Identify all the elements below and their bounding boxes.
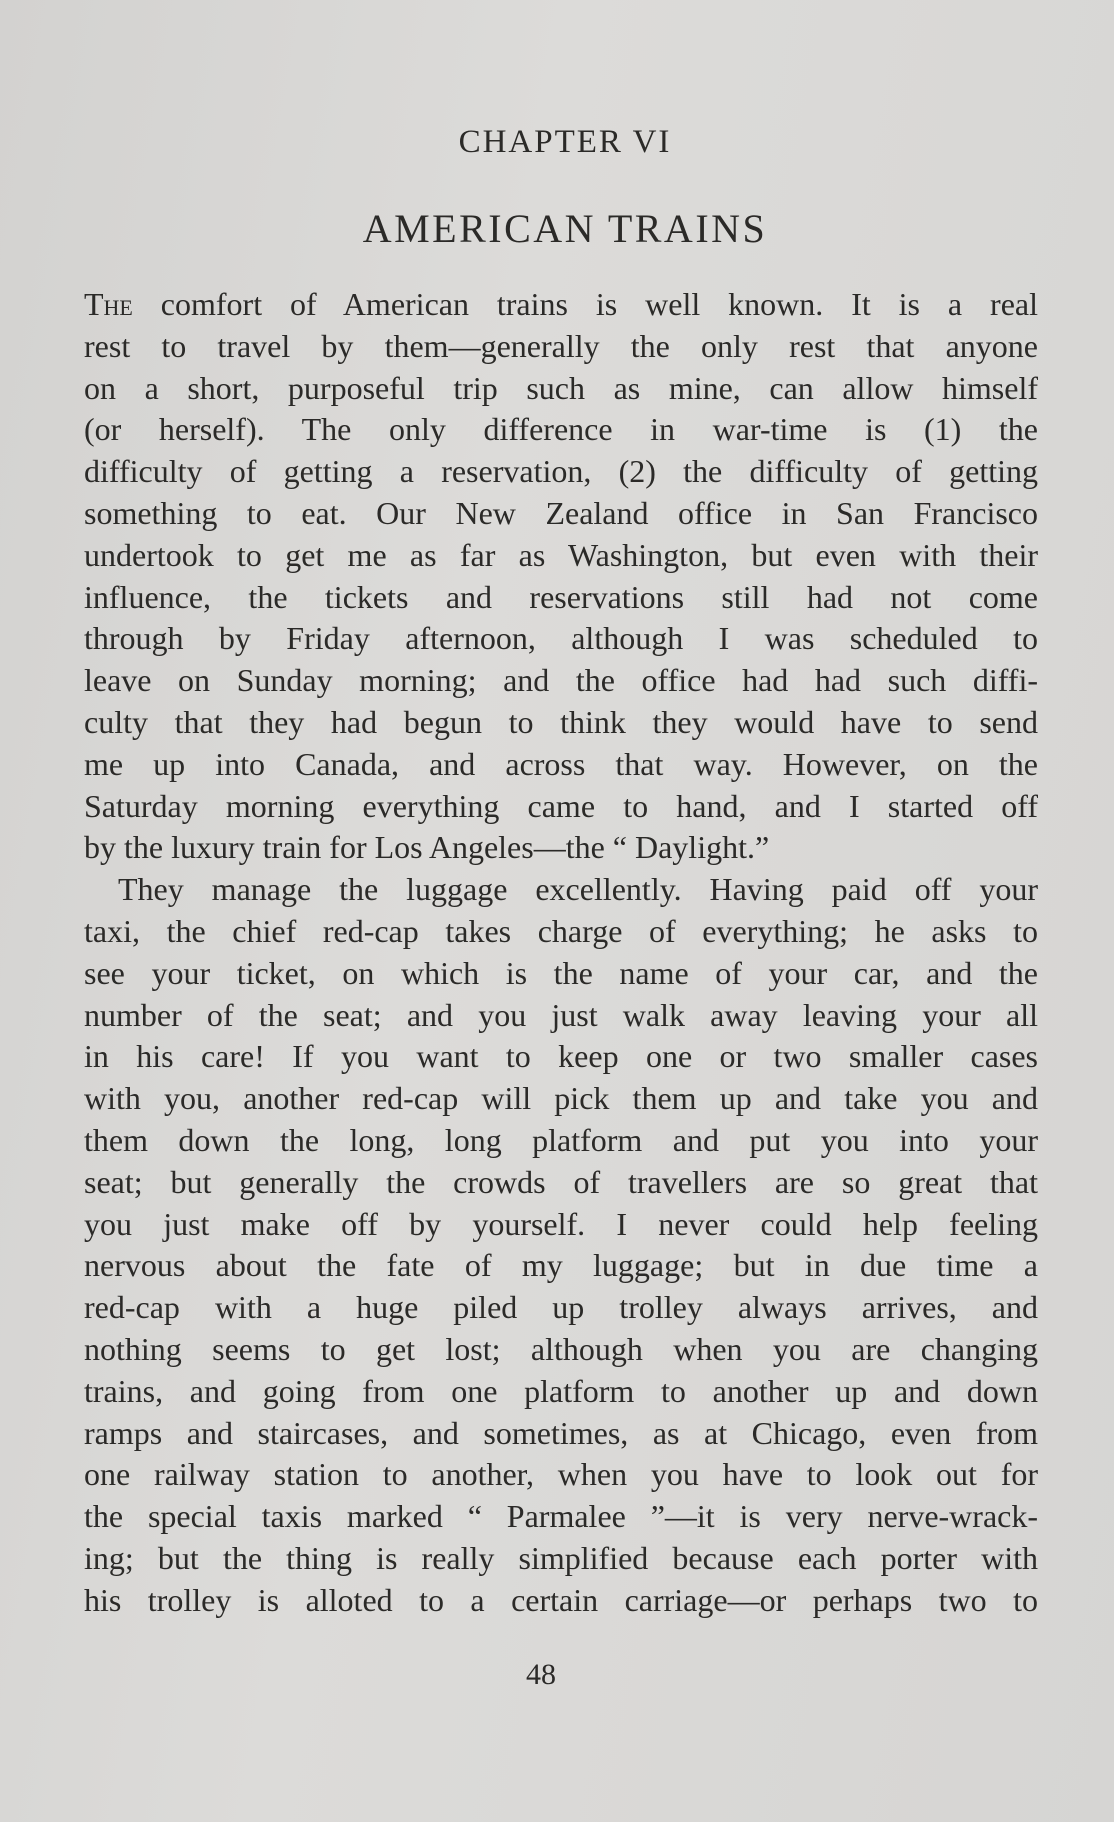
text-line — [84, 284, 1038, 326]
text-line: one railway station to another, when you have to look out for — [84, 1456, 1038, 1493]
text-line: something to eat. Our New Zealand office in San Francisco — [84, 494, 1038, 531]
text-line: ramps and staircases, and sometimes, as at Chicago, even from — [84, 1414, 1038, 1451]
text-line: ing; but the thing is really simplified because each porter with — [84, 1539, 1038, 1576]
text-line: (or herself). The only difference in war-time is (1) the — [84, 411, 1038, 448]
text-line: Saturday morning everything came to hand, and I started off — [84, 787, 1038, 824]
text-line: taxi, the chief red-cap takes charge of everything; he asks to — [84, 912, 1038, 949]
text-line: They manage the luggage excellently. Having paid off your — [118, 871, 1038, 908]
text-line: culty that they had begun to think they would have to send — [84, 703, 1038, 740]
body-text — [84, 284, 1038, 1622]
line-text: comfort of American trains is well known. It is a real — [132, 286, 1038, 322]
text-line: his trolley is alloted to a certain carriage—or perhaps two to — [84, 1581, 1038, 1618]
text-line: rest to travel by them—generally the only rest that anyone — [84, 327, 1038, 364]
text-line: leave on Sunday morning; and the office had had such diffi- — [84, 662, 1038, 699]
text-line: in his care! If you want to keep one or two smaller cases — [84, 1038, 1038, 1075]
text-line: difficulty of getting a reservation, (2) the difficulty of getting — [84, 453, 1038, 490]
lead-word: The — [84, 286, 133, 322]
text-line: nothing seems to get lost; although when you are changing — [84, 1330, 1038, 1367]
chapter-label: CHAPTER VI — [458, 124, 672, 160]
text-line: me up into Canada, and across that way. However, on the — [84, 745, 1038, 782]
chapter-title: AMERICAN TRAINS — [362, 206, 768, 251]
text-line: number of the seat; and you just walk away leaving your all — [84, 996, 1038, 1033]
text-line: you just make off by yourself. I never could help feeling — [84, 1205, 1038, 1242]
text-line: through by Friday afternoon, although I was scheduled to — [84, 620, 1038, 657]
text-line: seat; but generally the crowds of travellers are so great that — [84, 1163, 1038, 1200]
text-line: influence, the tickets and reservations still had not come — [84, 578, 1038, 615]
text-line: nervous about the fate of my luggage; but in due time a — [84, 1247, 1038, 1284]
text-line: trains, and going from one platform to another up and down — [84, 1372, 1038, 1409]
text-line: red-cap with a huge piled up trolley always arrives, and — [84, 1289, 1038, 1326]
page-number: 48 — [526, 1658, 556, 1691]
text-line: see your ticket, on which is the name of your car, and the — [84, 954, 1038, 991]
text-line: on a short, purposeful trip such as mine, can allow himself — [84, 369, 1038, 406]
text-line: them down the long, long platform and put you into your — [84, 1121, 1038, 1158]
text-line: undertook to get me as far as Washington, but even with their — [84, 536, 1038, 573]
text-line: the special taxis marked “ Parmalee ”—it is very nerve-wrack- — [84, 1498, 1038, 1535]
text-line: with you, another red-cap will pick them up and take you and — [84, 1080, 1038, 1117]
text-line: by the luxury train for Los Angeles—the “ Daylight.” — [84, 829, 770, 866]
